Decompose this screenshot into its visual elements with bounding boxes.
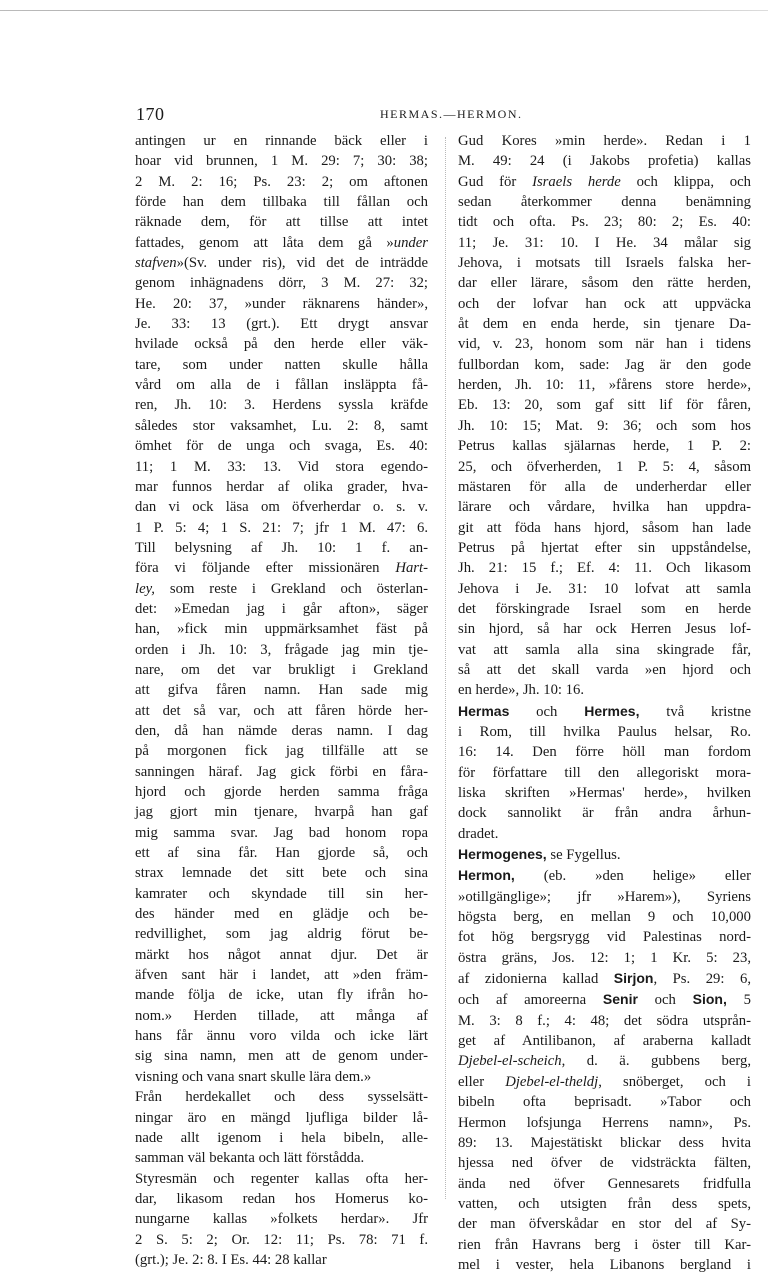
text-line: 11; 1 M. 33: 13. Vid stora egendo-	[135, 458, 428, 475]
text-line: bibeln ofta beprisadt. »Tabor och	[458, 1094, 751, 1111]
text-line: Jh. 10: 15; Mat. 9: 36; och som hos	[458, 417, 751, 434]
text-line: så att det skall varda »en hjord och	[458, 661, 751, 678]
text-line: M. 49: 24 (i Jakobs profetia) kallas	[458, 153, 751, 170]
text-line: vat att samla alla sina skingrade får,	[458, 641, 751, 658]
text-line: sin hjord, så har ock Herren Jesus lof-	[458, 621, 751, 638]
text-line: i Rom, till hvilka Paulus helsar, Ro.	[458, 723, 751, 740]
text-line: jag gjort min tjenare, hvarpå han gaf	[135, 804, 428, 821]
text-line: nade allt igenom i hela bibeln, alle-	[135, 1129, 428, 1146]
text-line: Petrus kallas själarnas herde, 1 P. 2:	[458, 438, 751, 455]
text-line: dar, likasom redan hos Homerus ko-	[135, 1190, 428, 1207]
text-line: Till belysning af Jh. 10: 1 f. an-	[135, 539, 428, 556]
text-line: af zidonierna kallad Sirjon, Ps. 29: 6,	[458, 970, 751, 988]
text-line: ley, som reste i Grekland och österlan-	[135, 580, 428, 597]
text-line: git att föda hans hjord, såsom han lade	[458, 519, 751, 536]
text-line: Hermon, (eb. »den helige» eller	[458, 867, 751, 885]
text-line: föra vi följande efter missionären Hart-	[135, 560, 428, 577]
page-number: 170	[136, 104, 165, 124]
text-line: Eb. 13: 20, som gaf sitt lif för fåren,	[458, 397, 751, 414]
text-line: en herde», Jh. 10: 16.	[458, 682, 585, 699]
text-line: samman väl bekanta och lätt förstådda.	[135, 1150, 365, 1167]
left-column	[135, 131, 428, 1270]
text-line: 2 S. 5: 2; Or. 12: 11; Ps. 78: 71 f.	[135, 1231, 428, 1248]
text-line: 2 M. 2: 16; Ps. 23: 2; om aftonen	[135, 173, 428, 190]
text-line: Je. 33: 13 (grt.). Ett drygt ansvar	[135, 316, 428, 333]
text-line: dock sannolikt är från andra århun-	[458, 805, 751, 822]
top-rule	[0, 10, 768, 11]
text-line: ända ned öfver Gennesarets fridfulla	[458, 1175, 751, 1192]
running-head: HERMAS.—HERMON.	[380, 107, 523, 121]
text-line: Djebel-el-scheich, d. ä. gubbens berg,	[458, 1053, 751, 1070]
text-line: fattades, genom att låta dem gå »under	[135, 234, 428, 251]
text-line: ömhet för de unga och svaga, Es. 40:	[135, 438, 428, 455]
text-line: mar funnos herdar af olika grader, hva-	[135, 478, 428, 495]
text-line: således stor vaksamhet, Lu. 2: 8, samt	[135, 417, 428, 434]
text-line: på morgonen fick jag tillfälle att se	[135, 743, 428, 760]
text-line: vid, v. 23, honom som när han i tidens	[458, 336, 751, 353]
text-line: 11; Je. 31: 10. I He. 34 målar sig	[458, 234, 751, 251]
text-line: och der lofvar han ock att uppväcka	[458, 295, 751, 312]
text-line: stafven»(Sv. under ris), vid det de inträdde	[135, 255, 428, 272]
text-line: märkt hos något annat djur. Det är	[135, 946, 428, 963]
text-line: det förskingrade Israel som en herde	[458, 600, 751, 617]
text-line: hjord och gjorde herden samma fråga	[135, 784, 428, 800]
text-line: 25, och öfverherden, 1 P. 5: 4, såsom	[458, 458, 751, 475]
text-line: Jehova, i motsats till Israels falska her-	[458, 255, 751, 272]
text-line: och af amoreerna Senir och Sion, 5	[458, 991, 751, 1009]
text-line: fot hög bergsrygg vid Palestinas nord-	[458, 929, 751, 946]
text-line: Jh. 21: 15 f.; Ef. 4: 11. Och likasom	[458, 560, 751, 577]
text-line: (grt.); Je. 2: 8. I Es. 44: 28 kallar	[135, 1251, 327, 1268]
text-line: hans får ännu voro vilda och icke lärt	[135, 1028, 428, 1045]
text-line: mande följa de icke, utan fly ifrån ho-	[135, 987, 428, 1004]
text-line: hoar vid brunnen, 1 M. 29: 7; 30: 38;	[135, 153, 428, 170]
text-line: genom inhägnadens dörr, 3 M. 27: 32;	[135, 275, 428, 292]
text-line: tidt och ofta. Ps. 23; 80: 2; Es. 40:	[458, 214, 751, 231]
text-line: Hermas och Hermes, två kristne	[458, 702, 751, 720]
text-line: det: »Emedan jag i går afton», säger	[135, 600, 428, 617]
text-line: strax lemnade det sitt bete och sina	[135, 865, 428, 882]
text-line: 16: 14. Den förre höll man fordom	[458, 744, 751, 761]
text-line: antingen ur en rinnande bäck eller i	[135, 133, 428, 149]
text-line: dar eller lärare, såsom den rätte herden,	[458, 275, 751, 292]
text-line: för författare till den allegoriskt mora-	[458, 764, 751, 781]
text-line: den, då han nämde deras namn. I dag	[135, 722, 428, 739]
text-line: des händer med en glädje och be-	[135, 906, 428, 923]
text-line: »otillgänglige»; jfr »Harem»), Syriens	[458, 888, 751, 905]
text-line: kamrater och skyndade till sin her-	[135, 885, 428, 902]
text-line: 1 P. 5: 4; 1 S. 21: 7; jfr 1 M. 47: 6.	[135, 519, 428, 536]
text-line: orden i Jh. 10: 3, frågade jag min tje-	[135, 641, 428, 658]
text-line: nungarne kallas »folkets herdar». Jfr	[135, 1211, 428, 1228]
text-line: visning och vana snart skulle lära dem.»	[135, 1068, 372, 1085]
text-line: liska skriften »Hermas' herde», hvilken	[458, 785, 751, 801]
text-line: M. 3: 8 f.; 4: 48; det södra utsprån-	[458, 1012, 751, 1029]
text-line: sig sina namn, men att de genom under-	[135, 1048, 428, 1065]
text-line: ett af sina får. Han gjorde så, och	[135, 845, 428, 862]
text-line: Hermon lofsjunga Herrens namn», Ps.	[458, 1114, 751, 1131]
text-line: sanningen häraf. Jag gick förbi en fåra-	[135, 763, 428, 780]
text-line: östra gräns, Jos. 12: 1; 1 Kr. 5: 23,	[458, 949, 751, 966]
text-line: hvilade också på den herde eller väk-	[135, 336, 428, 353]
text-line: nom.» Herden tillade, att många af	[135, 1007, 428, 1024]
text-line: att gifva fåren namn. Han sade mig	[135, 682, 428, 699]
text-line: mig samma svar. Jag bad honom ropa	[135, 824, 428, 841]
text-line: dan vi ock läsa om öfverherdar o. s. v.	[135, 499, 428, 516]
text-line: räknade dem, för att tillse att intet	[135, 214, 428, 231]
text-line: Gud för Israels herde och klippa, och	[458, 173, 752, 190]
text-line: der man öfverskådar en stor del af Sy-	[458, 1216, 751, 1233]
text-line: hjessa ned öfver de vidsträckta fälten,	[458, 1155, 751, 1172]
text-line: Från herdekallet och dess sysselsätt-	[135, 1089, 428, 1106]
text-line: get af Antilibanon, af araberna kalladt	[458, 1033, 751, 1050]
text-line: Hermogenes, se Fygellus.	[458, 846, 621, 864]
text-line: att det så var, och att fåren hörde her-	[135, 702, 428, 719]
text-line: han, »fick min uppmärksamhet fäst på	[135, 621, 428, 638]
text-line: förde han dem tillbaka till fållan och	[135, 194, 428, 211]
text-line: ren, Jh. 10: 3. Herdens syssla kräfde	[135, 397, 428, 414]
text-line: Petrus på hjertat efter sin uppståndelse,	[458, 539, 751, 556]
text-line: lärare och vårdare, hvilka han uppdra-	[458, 499, 751, 516]
text-line: vatten, och utsigten från dess spets,	[458, 1195, 751, 1212]
text-line: sedan återkommer denna benämning	[458, 194, 751, 211]
text-line: dradet.	[458, 825, 499, 842]
text-line: tare, som under natten skulle hålla	[135, 356, 428, 373]
text-line: herden, Jh. 10: 11, »fårens store herde»,	[458, 377, 751, 394]
text-line: mel i vester, hela Libanons bergland i	[458, 1256, 751, 1273]
column-divider	[445, 137, 446, 1199]
text-line: åt dem en enda herde, sin tjenare Da-	[458, 316, 751, 333]
text-line: äfven sant här i landet, att »den främ-	[135, 967, 428, 984]
text-line: högsta berg, en mellan 9 och 10,000	[458, 909, 751, 926]
text-line: Gud Kores »min herde». Redan i 1	[458, 133, 751, 149]
text-line: mästaren för alla de underherdar eller	[458, 478, 751, 495]
text-line: He. 20: 37, »under räknarens händer»,	[135, 295, 428, 312]
text-line: eller Djebel-el-theldj, snöberget, och i	[458, 1073, 752, 1090]
text-line: Jehova i Je. 31: 10 lofvat att samla	[458, 580, 751, 597]
text-line: 89: 13. Majestätiskt blickar dess hvita	[458, 1134, 751, 1151]
right-column	[458, 131, 751, 1275]
text-line: ningar äro en mängd ljufliga bilder lå-	[135, 1109, 428, 1126]
text-line: redvillighet, som jag aldrig förut be-	[135, 926, 428, 943]
text-line: vård om alla de i fållan insläppta få-	[135, 377, 428, 394]
text-line: rien från Havrans berg i öster till Kar-	[458, 1236, 751, 1253]
text-line: fullbordan kom, sade: Jag är den gode	[458, 356, 751, 373]
text-line: nare, om det var brukligt i Grekland	[135, 661, 428, 678]
text-line: Styresmän och regenter kallas ofta her-	[135, 1170, 428, 1187]
